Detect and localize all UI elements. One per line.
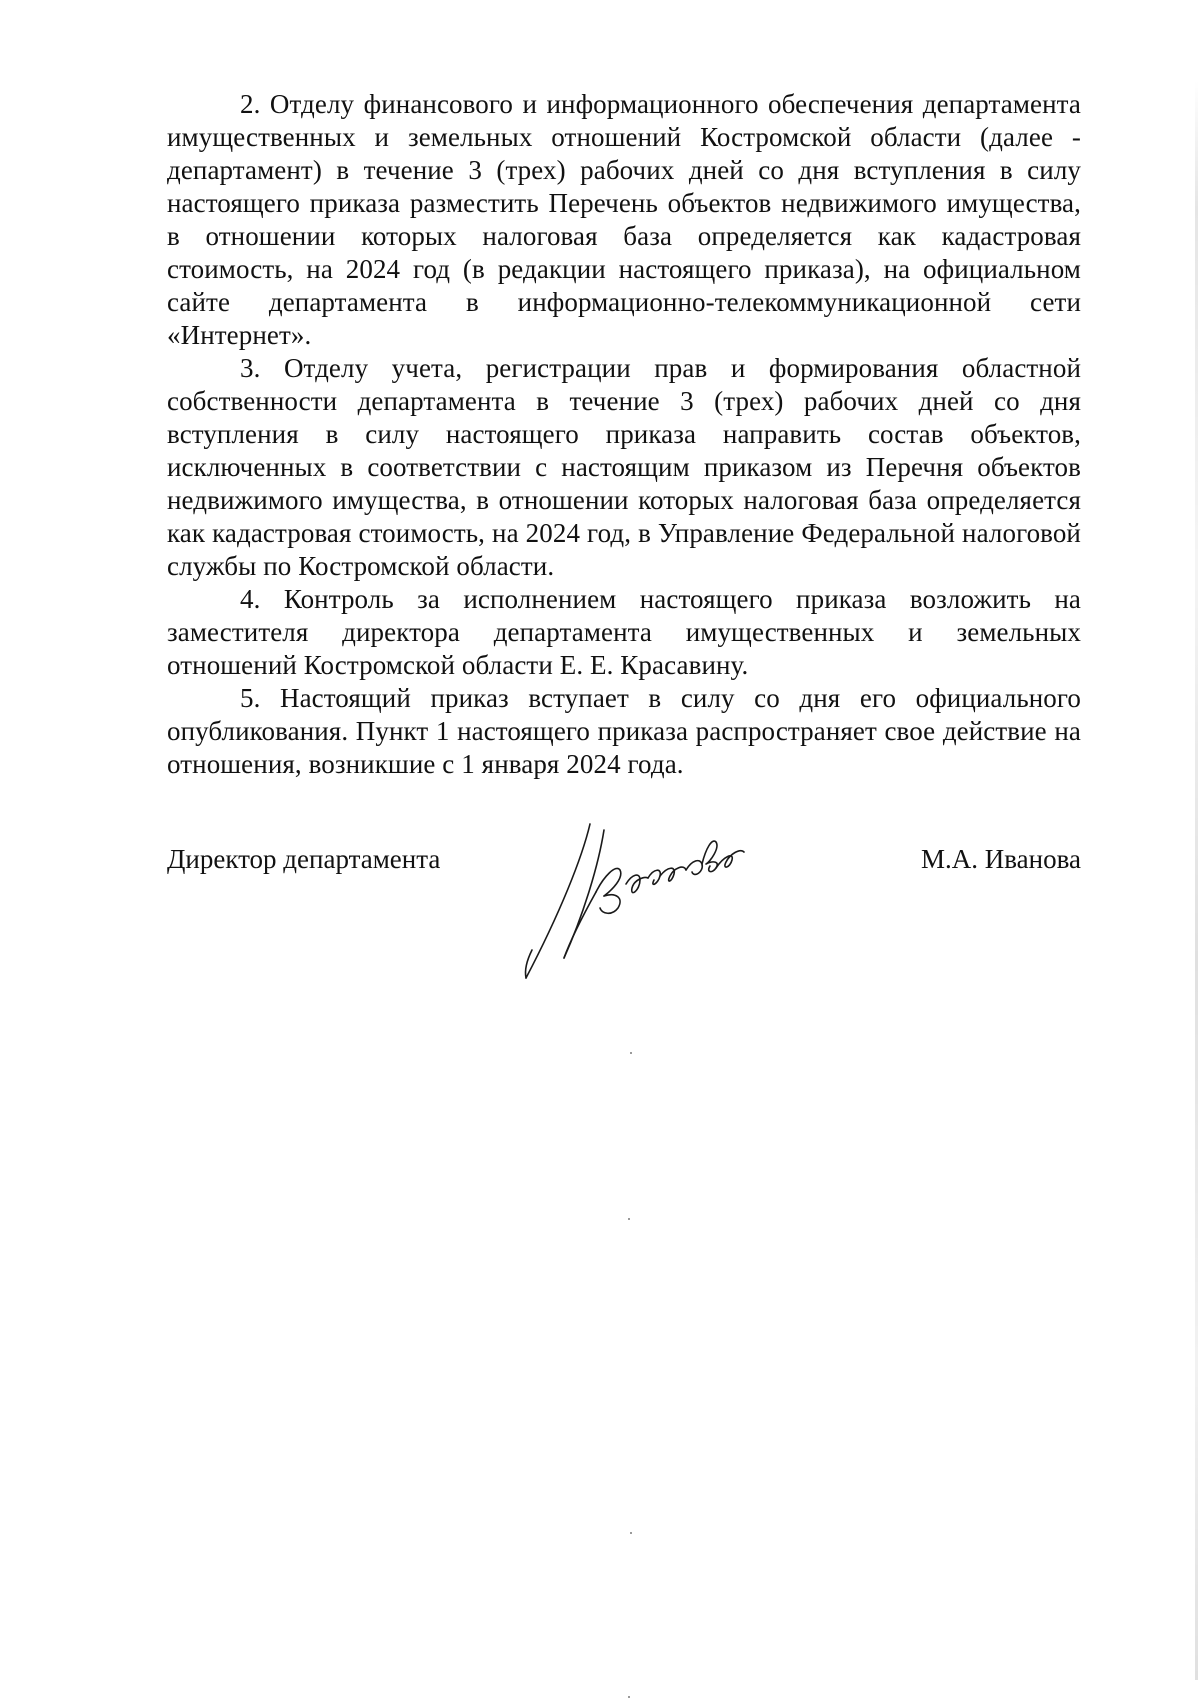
signature-block — [167, 832, 1081, 992]
scan-dot — [630, 1052, 632, 1054]
scan-edge-shadow — [1195, 80, 1198, 1680]
handwritten-signature — [520, 818, 770, 988]
signatory-name: М.А. Иванова — [921, 844, 1081, 874]
paragraph-item-3: 3. Отделу учета, регистрации прав и формирования областной собственности департамента в течение 3 (трех) рабочих дней со дня вступления в силу настоящего приказа направить состав объектов, исключенных в соответствии с настоящим приказом из Перечня объектов недвижимого имущества, в отношении которых налоговая база определяется как кадастровая стоимость, на 2024 год, в Управление Федеральной налоговой службы по Костромской области. — [167, 353, 1081, 581]
paragraph-item-2: 2. Отделу финансового и информационного обеспечения департамента имущественных и земельных отношений Костромской области (далее - департамент) в течение 3 (трех) рабочих дней со дня вступления в силу настоящего приказа разместить Перечень объектов недвижимого имущества, в отношении которых налоговая база определяется как кадастровая стоимость, на 2024 год (в редакции настоящего приказа), на официальном сайте департамента в информационно-телекоммуникационной сети «Интернет». — [167, 89, 1081, 350]
scan-dot — [628, 1696, 630, 1698]
scan-dot — [628, 1218, 630, 1220]
scan-dot — [630, 1532, 632, 1534]
signatory-position: Директор департамента — [167, 844, 441, 874]
document-body — [167, 88, 1081, 781]
paragraph-item-4: 4. Контроль за исполнением настоящего приказа возложить на заместителя директора департамента имущественных и земельных отношений Костромской области Е. Е. Красавину. — [167, 584, 1081, 680]
paragraph-item-5: 5. Настоящий приказ вступает в силу со дня его официального опубликования. Пункт 1 настоящего приказа распространяет свое действие на отношения, возникшие с 1 января 2024 года. — [167, 683, 1081, 779]
